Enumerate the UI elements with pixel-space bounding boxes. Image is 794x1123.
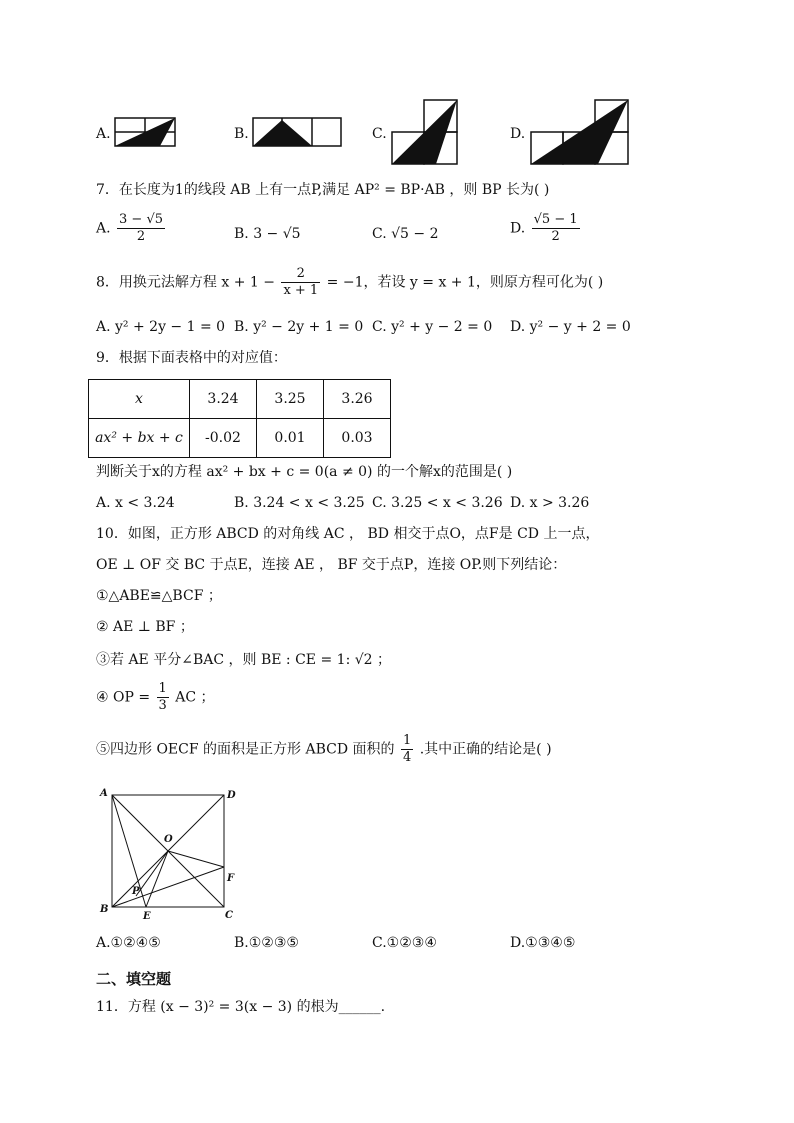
q10-statement-5 [96,733,552,766]
q10-statement-4 [96,681,215,714]
q7-option-d-fraction [532,212,580,245]
q11-stem: 11．方程 (x − 3)² = 3(x − 3) 的根为______. [96,999,386,1015]
fig-label-b: B [100,904,109,915]
q7-option-b: B. 3 − √5 [234,226,301,242]
q9-question: 判断关于x的方程 ax² + bx + c = 0(a ≠ 0) 的一个解x的范围是( ) [96,464,513,480]
q9-option-c: C. 3.25 < x < 3.26 [372,495,503,511]
q10-option-b: B.①②③⑤ [234,935,299,951]
q10-option-c: C.①②③④ [372,935,437,951]
q10-s4-post: AC ； [175,689,215,706]
q8-stem-post: = −1，若设 y = x + 1，则原方程可化为( ) [326,274,604,291]
q7-option-a-numerator: 3 − √5 [119,212,163,227]
q10-s5-post: .其中正确的结论是( ) [419,741,552,758]
q6-option-d-label: D. [510,126,526,142]
q8-stem [96,266,603,299]
q8-fraction-numerator: 2 [281,266,320,283]
q6-option-b-figure [252,117,342,147]
table-cell: 3.25 [257,380,324,419]
q10-s4-fraction [157,681,169,714]
q10-s5-fraction [401,733,413,766]
table-cell: 3.26 [324,380,391,419]
q10-s5-denominator: 4 [402,750,412,765]
q6-option-d-figure [530,99,630,165]
q9-value-table [88,379,391,458]
q8-option-d: D. y² − y + 2 = 0 [510,319,631,335]
table-row [89,419,391,458]
fig-label-o: O [164,834,173,845]
fig-label-d: D [227,790,236,801]
q7-option-c: C. √5 − 2 [372,226,439,242]
q7-stem: 7．在长度为1的线段 AB 上有一点P,满足 AP² = BP·AB ，则 BP 长为( ) [96,182,550,198]
q10-statement-1: ①△ABE≌△BCF ； [96,588,222,604]
q10-statement-3: ③若 AE 平分∠BAC ，则 BE : CE = 1: √2 ； [96,652,392,668]
q6-option-c-figure [391,99,459,165]
q9-option-a: A. x < 3.24 [96,495,175,511]
q6-option-a-figure [114,117,176,147]
q7-option-a-label: A. [96,220,111,237]
q6-option-a-label: A. [96,126,111,142]
q7-option-a-denominator: 2 [136,229,146,244]
q8-stem-pre: 8．用换元法解方程 x + 1 − [96,274,275,291]
q7-option-a-fraction [117,212,165,245]
table-cell: 0.01 [257,419,324,458]
section-heading-fill-in: 二、填空题 [96,970,172,988]
q6-option-b-label: B. [234,126,249,142]
q10-statement-2: ② AE ⊥ BF ； [96,619,194,635]
table-cell: -0.02 [190,419,257,458]
q10-s5-pre: ⑤四边形 OECF 的面积是正方形 ABCD 面积的 [96,741,395,758]
table-cell: 0.03 [324,419,391,458]
table-cell: x [89,380,190,419]
q7-option-d-numerator: √5 − 1 [533,212,578,227]
q9-option-b: B. 3.24 < x < 3.25 [234,495,365,511]
fig-label-c: C [225,910,233,921]
table-row [89,380,391,419]
q10-s4-numerator: 1 [158,681,167,696]
q7-option-d-label: D. [510,220,526,237]
q10-s5-numerator: 1 [402,733,412,748]
q6-option-c-label: C. [372,126,387,142]
fig-label-f: F [227,873,235,884]
q10-line1: 10．如图，正方形 ABCD 的对角线 AC ， BD 相交于点O，点F是 CD 上一点， [96,526,600,542]
q8-fraction-denominator: x + 1 [283,283,319,298]
q9-option-d: D. x > 3.26 [510,495,590,511]
q8-option-b: B. y² − 2y + 1 = 0 [234,319,364,335]
q10-s4-denominator: 3 [158,698,167,713]
q10-square-figure [94,782,244,922]
q10-option-a: A.①②④⑤ [96,935,161,951]
q8-option-c: C. y² + y − 2 = 0 [372,319,493,335]
q10-line2: OE ⊥ OF 交 BC 于点E，连接 AE ， BF 交于点P，连接 OP.则下列结论： [96,557,567,573]
table-cell: ax² + bx + c [89,419,190,458]
q7-option-d [510,212,582,245]
q9-stem: 9．根据下面表格中的对应值： [96,350,287,366]
q7-option-d-denominator: 2 [551,229,560,244]
q10-s4-pre: ④ OP = [96,689,151,706]
q7-option-a [96,212,167,245]
fig-label-e: E [143,911,151,922]
fig-label-p: P [132,886,140,897]
q10-option-d: D.①③④⑤ [510,935,576,951]
table-cell: 3.24 [190,380,257,419]
fig-label-a: A [100,788,108,799]
q8-option-a: A. y² + 2y − 1 = 0 [96,319,226,335]
q8-stem-fraction [281,266,320,299]
